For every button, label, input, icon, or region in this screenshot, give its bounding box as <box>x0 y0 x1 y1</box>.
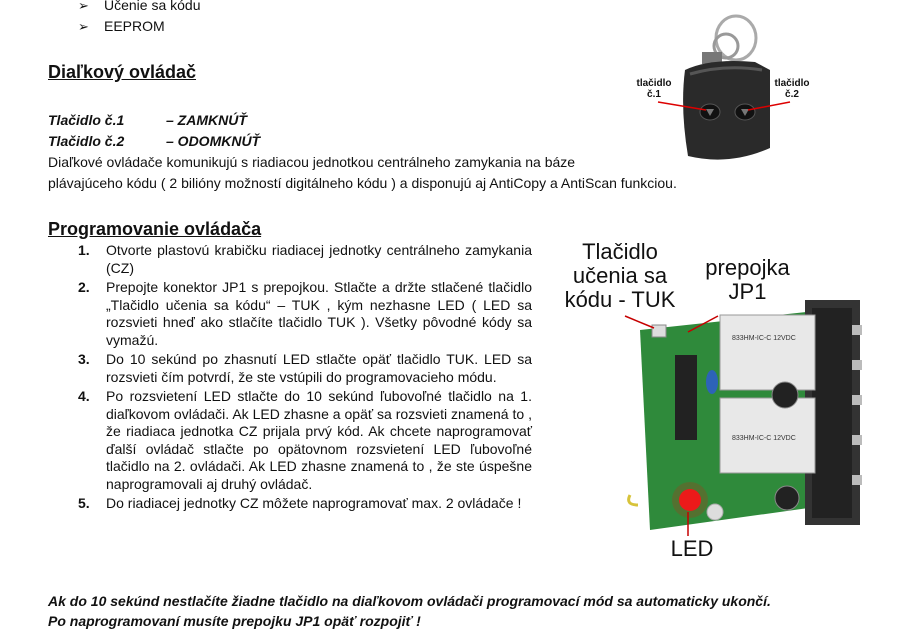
step-item <box>48 242 532 277</box>
footer-line-2: Po naprogramovaní musíte prepojku JP1 opäť rozpojiť ! <box>48 613 421 629</box>
circuit-board-photo <box>600 290 870 540</box>
button-2-label: Tlačidlo č.2 <box>48 133 125 149</box>
bullet-item <box>78 17 165 36</box>
photo-label-button-1: tlačidlo č.1 <box>636 78 672 100</box>
step-number: 5. <box>78 495 90 511</box>
photo-label-button-2: tlačidlo č.2 <box>774 78 810 100</box>
step-number: 1. <box>78 242 90 258</box>
label-jp1: prepojka JP1 <box>705 255 790 304</box>
arrow-bullet-icon: ➢ <box>78 0 89 13</box>
step-item <box>48 388 532 493</box>
remote-heading: Diaľkový ovládač <box>48 62 197 82</box>
relay-2-text: 833HM-IC-C 12VDC <box>732 435 796 442</box>
step-number: 3. <box>78 351 90 367</box>
button-1-action: – ZAMKNÚŤ <box>166 112 247 128</box>
step-number: 4. <box>78 388 90 404</box>
button-1-line <box>48 112 247 128</box>
button-2-line <box>48 133 260 149</box>
label-led: LED <box>670 536 714 561</box>
button-2-action: – ODOMKNÚŤ <box>166 133 261 149</box>
step-number: 2. <box>78 279 90 295</box>
button-1-label: Tlačidlo č.1 <box>48 112 125 128</box>
step-text: Do riadiacej jednotky CZ môžete naprogramovať max. 2 ovládače ! <box>106 495 522 511</box>
step-text: Do 10 sekúnd po zhasnutí LED stlačte opäť tlačidlo TUK. LED sa rozsvieti čím potvrdí, že ste vstúpili do programovacieho módu. <box>106 351 532 385</box>
step-item <box>48 495 532 513</box>
remote-description-line2: plávajúceho kódu ( 2 bilióny možností digitálneho kódu ) a disponujú aj AntiCopy a AntiScan funkciou. <box>48 175 677 191</box>
label-tuk: Tlačidlo učenia sa kódu - TUK <box>564 239 676 312</box>
step-text: Prepojte konektor JP1 s prepojkou. Stlačte a držte stlačené tlačidlo „Tlačidlo učenia sa kódu“ – TUK , kým nezhasne LED ( LED sa rozsvieti hneď ako stlačíte tlačidlo TUK ). Všetky pôvodné kódy sa vymažú. <box>106 279 532 348</box>
step-text: Po rozsvietení LED stlačte do 10 sekúnd ľubovoľné tlačidlo na 1. diaľkovom ovládači. Ak LED zhasne a opäť sa rozsvieti znamená to , že riadiaca jednotka CZ prijala prvý kód. Ak chcete naprogramovať ďalší ovládač stlačte po opätovnom rozsvietení LED ľubovoľné tlačidlo na 2. ovládači. Ak LED zhasne znamená to , že ste úspešne naprogramovali aj druhý ovládač. <box>106 388 532 492</box>
bullet-text: EEPROM <box>104 18 165 34</box>
bullet-item <box>78 0 201 15</box>
programming-heading: Programovanie ovládača <box>48 219 262 239</box>
footer-line-1: Ak do 10 sekúnd nestlačíte žiadne tlačidlo na diaľkovom ovládači programovací mód sa automaticky ukončí. <box>48 593 771 609</box>
relay-1-text: 833HM-IC-C 12VDC <box>732 335 796 342</box>
bullet-text: Učenie sa kódu <box>104 0 201 13</box>
step-item <box>48 351 532 386</box>
remote-description-line1: Diaľkové ovládače komunikujú s riadiacou jednotkou centrálneho zamykania na báze <box>48 154 576 170</box>
steps-list <box>48 242 532 515</box>
arrow-bullet-icon: ➢ <box>78 19 89 34</box>
step-item <box>48 279 532 349</box>
step-text: Otvorte plastovú krabičku riadiacej jednotky centrálneho zamykania (CZ) <box>106 242 532 276</box>
